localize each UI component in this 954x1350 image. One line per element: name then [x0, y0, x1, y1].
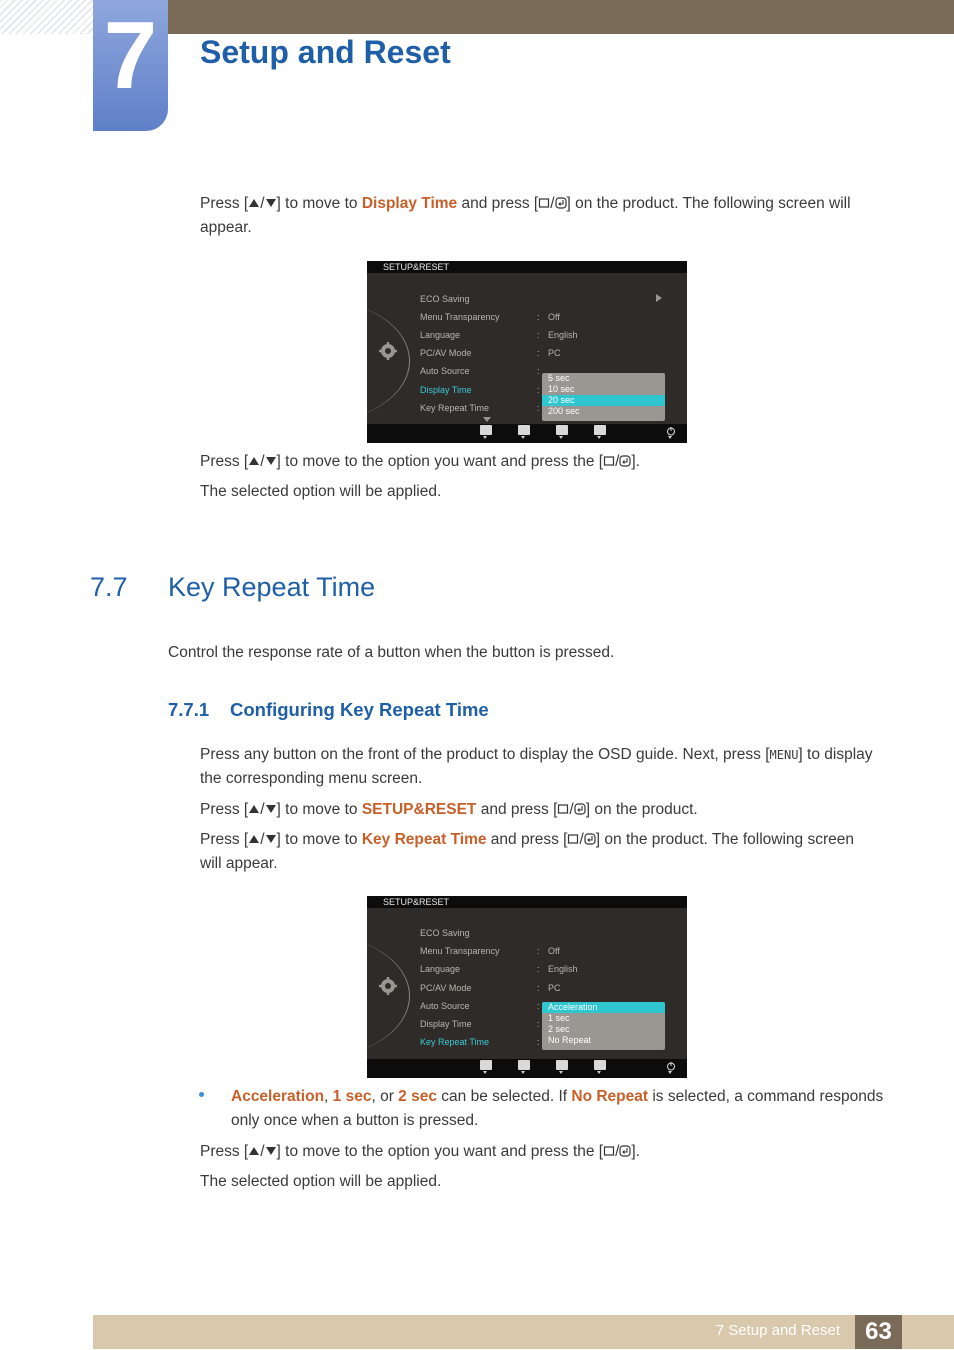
- down-arrow-icon: [265, 833, 277, 845]
- osd-item[interactable]: Auto Source :: [420, 366, 540, 376]
- section-description: Control the response rate of a button when the button is pressed.: [168, 644, 615, 661]
- enter-icon: [619, 1145, 631, 1157]
- nav-tick-icon: [668, 436, 672, 439]
- nav-tick-icon: [559, 436, 563, 439]
- nav-tick-icon: [483, 1071, 487, 1074]
- osd-item[interactable]: Language : English: [420, 964, 578, 974]
- osd-option-selected[interactable]: Acceleration: [542, 1002, 665, 1013]
- osd-header: SETUP&RESET: [367, 261, 687, 273]
- footer-chapter-label: 7 Setup and Reset: [715, 1322, 840, 1339]
- osd-arc-decoration: [367, 934, 410, 1058]
- step-3: Press [ / ] to move to Key Repeat Time and press [ / ] on the product. The following screen will appear.: [200, 831, 854, 872]
- outro-paragraph-2: The selected option will be applied.: [200, 1173, 442, 1190]
- osd-arc-decoration: [367, 299, 410, 423]
- osd-option-selected[interactable]: 20 sec: [542, 395, 665, 406]
- header-bar: [93, 0, 954, 34]
- osd-item[interactable]: PC/AV Mode : PC: [420, 348, 561, 358]
- page-number: 63: [855, 1315, 902, 1349]
- step-1: Press any button on the front of the product to display the OSD guide. Next, press [MENU] to display the corresponding menu screen.: [200, 746, 873, 787]
- osd-item[interactable]: Display Time :: [420, 1019, 540, 1029]
- nav-tick-icon: [483, 436, 487, 439]
- osd-nav-bar: [367, 424, 687, 443]
- highlight-setup-reset: SETUP&RESET: [361, 801, 477, 818]
- gear-icon: [379, 342, 397, 360]
- enter-icon: [574, 803, 586, 815]
- source-icon: [567, 833, 579, 845]
- osd-option[interactable]: 1 sec: [548, 1013, 570, 1023]
- left-button-icon[interactable]: [480, 1060, 492, 1070]
- source-icon: [603, 1145, 615, 1157]
- osd-nav-bar: [367, 1059, 687, 1078]
- osd-option[interactable]: 10 sec: [548, 384, 575, 394]
- intro-paragraph-3: The selected option will be applied.: [200, 483, 442, 500]
- gear-icon: [379, 977, 397, 995]
- chapter-number-badge: [93, 0, 168, 131]
- header-hatch-decoration: [0, 0, 93, 34]
- up-arrow-icon: [248, 455, 260, 467]
- highlight-display-time: Display Time: [361, 195, 458, 212]
- enter-button-icon[interactable]: [594, 425, 606, 435]
- nav-tick-icon: [597, 436, 601, 439]
- osd-option[interactable]: No Repeat: [548, 1035, 592, 1045]
- osd-option[interactable]: 5 sec: [548, 373, 570, 383]
- power-icon[interactable]: [666, 1061, 676, 1071]
- osd-item-active[interactable]: Display Time :: [420, 385, 540, 395]
- up-arrow-icon: [248, 833, 260, 845]
- enter-icon: [584, 833, 596, 845]
- section-title: 7.7 Key Repeat Time: [90, 572, 376, 602]
- nav-tick-icon: [559, 1071, 563, 1074]
- left-button-icon[interactable]: [480, 425, 492, 435]
- osd-option[interactable]: 2 sec: [548, 1024, 570, 1034]
- nav-tick-icon: [668, 1071, 672, 1074]
- menu-key-label: MENU: [769, 748, 799, 762]
- up-arrow-icon: [248, 197, 260, 209]
- osd-dropdown: [542, 373, 665, 421]
- osd-notch-decoration: [483, 417, 491, 422]
- subsection-title: 7.7.1 Configuring Key Repeat Time: [168, 699, 489, 720]
- osd-item-active[interactable]: Key Repeat Time :: [420, 1037, 540, 1047]
- osd-option[interactable]: 200 sec: [548, 406, 580, 416]
- chapter-title: Setup and Reset: [200, 34, 451, 70]
- source-icon: [538, 197, 550, 209]
- up-button-icon[interactable]: [556, 1060, 568, 1070]
- osd-dropdown: [542, 1002, 665, 1050]
- osd-item[interactable]: Menu Transparency : Off: [420, 946, 560, 956]
- highlight-key-repeat-time: Key Repeat Time: [361, 831, 487, 848]
- osd-item[interactable]: Key Repeat Time :: [420, 403, 540, 413]
- osd-header: SETUP&RESET: [367, 896, 687, 908]
- up-button-icon[interactable]: [556, 425, 568, 435]
- intro-paragraph-2: Press [ / ] to move to the option you want and press the [ / ].: [200, 453, 641, 470]
- step-2: Press [ / ] to move to SETUP&RESET and press [ / ] on the product.: [200, 801, 698, 818]
- down-button-icon[interactable]: [518, 1060, 530, 1070]
- power-icon[interactable]: [666, 426, 676, 436]
- enter-button-icon[interactable]: [594, 1060, 606, 1070]
- nav-tick-icon: [521, 436, 525, 439]
- nav-tick-icon: [597, 1071, 601, 1074]
- osd-item[interactable]: Auto Source :: [420, 1001, 540, 1011]
- osd-item[interactable]: PC/AV Mode : PC: [420, 983, 561, 993]
- source-icon: [603, 455, 615, 467]
- nav-tick-icon: [521, 1071, 525, 1074]
- down-arrow-icon: [265, 455, 277, 467]
- osd-screenshot-key-repeat-time: [367, 896, 687, 1078]
- chapter-number: 7: [103, 2, 158, 109]
- source-icon: [557, 803, 569, 815]
- down-arrow-icon: [265, 803, 277, 815]
- enter-icon: [555, 197, 567, 209]
- bullet-dot: [199, 1092, 204, 1097]
- osd-item[interactable]: Menu Transparency : Off: [420, 312, 560, 322]
- up-arrow-icon: [248, 1145, 260, 1157]
- osd-screenshot-display-time: [367, 261, 687, 443]
- osd-item[interactable]: ECO Saving: [420, 928, 470, 938]
- page-footer: [93, 1315, 954, 1349]
- osd-item[interactable]: ECO Saving: [420, 294, 470, 304]
- enter-icon: [619, 455, 631, 467]
- down-button-icon[interactable]: [518, 425, 530, 435]
- intro-paragraph-1: Press [ / ] to move to Display Time and press [ / ] on the product. The following screen will appear.: [200, 195, 851, 236]
- bullet-paragraph: Acceleration, 1 sec, or 2 sec can be selected. If No Repeat is selected, a command responds only once when a button is pressed.: [231, 1088, 884, 1129]
- outro-paragraph-1: Press [ / ] to move to the option you want and press the [ / ].: [200, 1143, 641, 1160]
- down-arrow-icon: [265, 1145, 277, 1157]
- down-arrow-icon: [265, 197, 277, 209]
- up-arrow-icon: [248, 803, 260, 815]
- osd-item[interactable]: Language : English: [420, 330, 578, 340]
